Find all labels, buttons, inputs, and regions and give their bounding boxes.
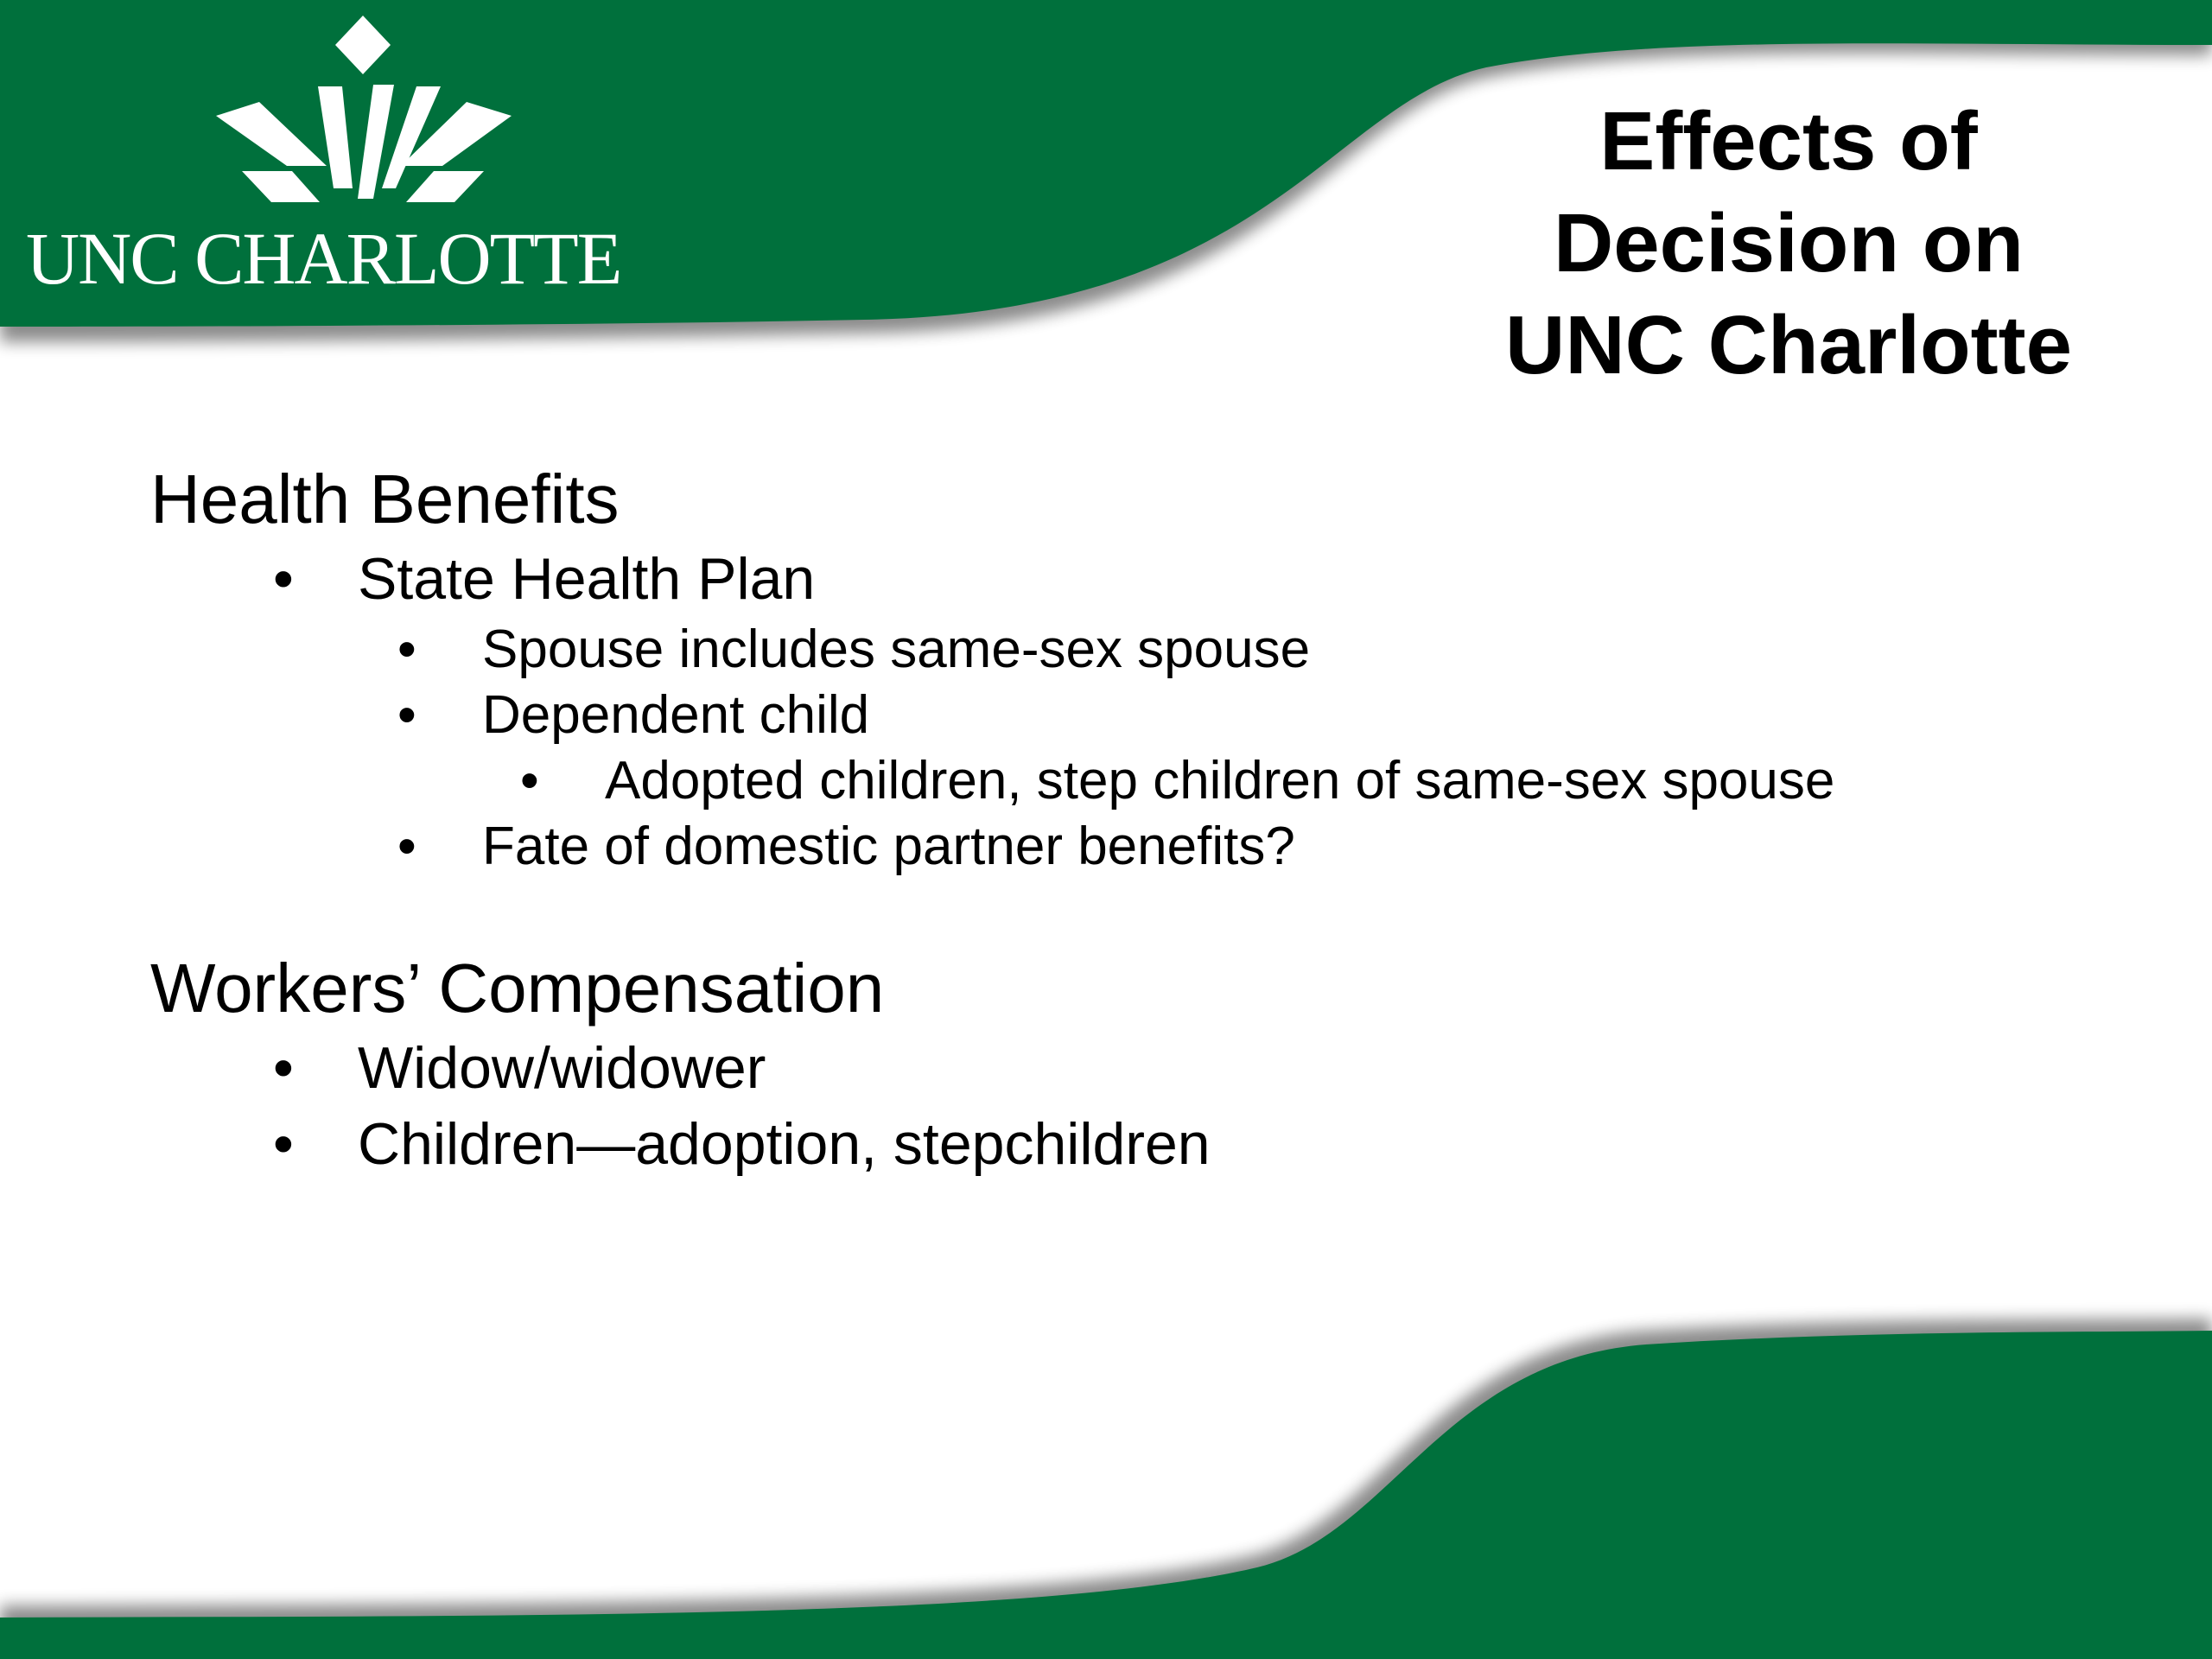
bullet-icon: • — [397, 817, 416, 876]
bullet-icon: • — [520, 751, 539, 810]
title-line: UNC Charlotte — [1504, 299, 2072, 391]
bullet-icon: • — [273, 1035, 294, 1101]
bullet-text: Children—adoption, stepchildren — [358, 1111, 1211, 1177]
slide-title — [1434, 91, 2143, 397]
bullet-text: State Health Plan — [358, 546, 816, 612]
unc-charlotte-logo — [26, 14, 683, 299]
bullet-icon: • — [273, 546, 294, 612]
bullet-icon: • — [397, 685, 416, 745]
section-workers-compensation — [150, 947, 2094, 1182]
bullet-icon: • — [397, 620, 416, 679]
title-line: Decision on — [1553, 197, 2024, 289]
crown-icon — [190, 14, 536, 214]
bullet-item — [150, 541, 2094, 617]
bullet-text: Spouse includes same-sex spouse — [482, 620, 1311, 679]
bullet-text: Widow/widower — [358, 1035, 766, 1101]
slide-body — [150, 458, 2094, 1182]
section-health-benefits — [150, 458, 2094, 880]
bullet-text: Adopted children, step children of same-sex spouse — [605, 751, 1835, 810]
section-heading: Health Benefits — [150, 461, 620, 537]
bullet-item — [150, 1030, 2094, 1106]
bullet-icon: • — [273, 1111, 294, 1177]
bullet-item — [150, 814, 2094, 880]
bullet-text: Fate of domestic partner benefits? — [482, 817, 1295, 876]
bullet-item — [150, 617, 2094, 683]
title-line: Effects of — [1599, 95, 1978, 188]
bullet-item — [150, 683, 2094, 748]
bullet-item — [150, 1106, 2094, 1182]
bullet-item — [150, 748, 2094, 814]
logo-wordmark: UNC CHARLOTTE — [26, 217, 621, 300]
section-heading: Workers’ Compensation — [150, 950, 885, 1027]
bullet-text: Dependent child — [482, 685, 870, 745]
section-spacer — [150, 880, 2094, 947]
